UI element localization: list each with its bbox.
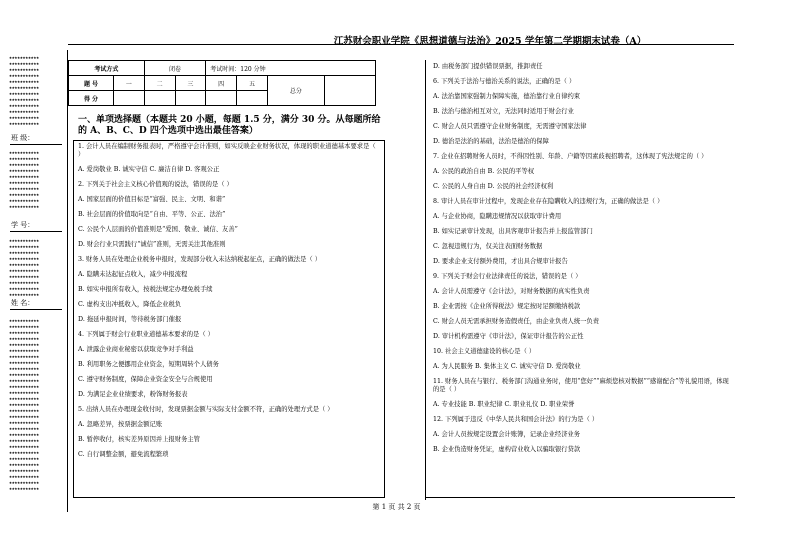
score-row-label: 得 分 bbox=[69, 91, 114, 106]
name-line[interactable] bbox=[10, 309, 62, 310]
score-cell[interactable] bbox=[175, 91, 206, 106]
option-line[interactable]: C. 虚构支出冲抵收入，降低企业税负 bbox=[78, 301, 182, 308]
option-line[interactable]: C. 忽视违规行为，仅关注表面财务数据 bbox=[433, 243, 543, 250]
left-column bbox=[78, 143, 380, 459]
question-text: 5. 出纳人员在办理现金收付时，发现票据金额与实际支付金额不符，正确的处理方式是（ ） bbox=[78, 406, 334, 413]
bottom-rule bbox=[425, 497, 735, 498]
score-cell[interactable] bbox=[206, 91, 237, 106]
question-item bbox=[433, 273, 733, 341]
right-column bbox=[433, 63, 733, 454]
question-item bbox=[433, 153, 733, 191]
score-cell[interactable] bbox=[114, 91, 145, 106]
section-heading: 一、单项选择题（本题共 20 小题，每题 1.5 分，满分 30 分。从每题所给的 A、B、C、D 四个选项中选出最佳答案） bbox=[78, 115, 381, 136]
option-line[interactable]: A. 为人民服务 B. 集体主义 C. 诚实守信 D. 爱岗敬业 bbox=[433, 363, 581, 370]
star-border-block: ★★★★★★★★★★★ ★★★★★★★★★★★ ★★★★★★★★★★★ ★★★★★★★★★★★ ★★★★★★★★★★★ ★★★★★★★★★★★ ★★★★★★★★★★★ ★★★★★★★★★★★ ★★★★★★★★★★★ ★★★★★★★★★★★ bbox=[9, 150, 39, 210]
option-line[interactable]: A. 专业技能 B. 职业纪律 C. 职业礼仪 D. 职业荣誉 bbox=[433, 401, 575, 408]
option-line[interactable]: A. 与企业协商，隐瞒违规情况以获取审计费用 bbox=[433, 213, 562, 220]
option-line[interactable]: A. 国家层面的价值目标是“富强、民主、文明、和谐” bbox=[78, 196, 226, 203]
question-text: 8. 审计人员在审计过程中，发现企业存在隐瞒收入的违规行为，正确的做法是（ ） bbox=[433, 198, 664, 205]
option-line[interactable]: B. 如实申报所有收入，按税法规定办理免税手续 bbox=[78, 286, 213, 293]
student-id-label: 学 号： bbox=[11, 221, 35, 229]
student-id-line[interactable] bbox=[10, 231, 62, 232]
option-line[interactable]: D. 为满足企业业绩要求，粉饰财务报表 bbox=[78, 391, 188, 398]
option-line[interactable]: D. 拖延申报时间，等待税务部门催报 bbox=[78, 316, 182, 323]
question-item bbox=[78, 256, 380, 324]
question-item bbox=[78, 143, 380, 174]
question-item bbox=[433, 348, 733, 371]
option-line[interactable]: A. 会计人员按规定设置会计账簿，记录企业经济业务 bbox=[433, 431, 581, 438]
question-item bbox=[78, 331, 380, 399]
question-text: 7. 企业在招聘财务人员时，不得因性别、年龄、户籍等因素歧视招聘者，这体现了宪法规定的（ ） bbox=[433, 153, 708, 160]
question-text: 3. 财务人员在处理企业税务申报时，发现部分收入未达纳税起征点，正确的做法是（ ） bbox=[78, 256, 321, 263]
question-item bbox=[78, 406, 380, 459]
option-line[interactable]: A. 公民的政治自由 B. 公民的平等权 bbox=[433, 168, 535, 175]
question-text: 10. 社会主义道德建设的核心是（ ） bbox=[433, 348, 536, 355]
option-line[interactable]: D. 由税务部门提供错误票据，推卸责任 bbox=[433, 63, 543, 70]
star-border-block: ★★★★★★★★★★★ ★★★★★★★★★★★ ★★★★★★★★★★★ ★★★★★★★★★★★ ★★★★★★★★★★★ ★★★★★★★★★★★ ★★★★★★★★★★★ ★★★★★★★★★★★ ★★★★★★★★★★★ ★★★★★★★★★★★ bbox=[9, 238, 39, 298]
col-header: 二 bbox=[144, 76, 175, 91]
question-item bbox=[78, 181, 380, 249]
col-header: 三 bbox=[175, 76, 206, 91]
option-line[interactable]: D. 要求企业支付额外费用，才出具合规审计报告 bbox=[433, 258, 568, 265]
option-line[interactable]: B. 如实记录审计发现，出具客观审计报告并上报监管部门 bbox=[433, 228, 593, 235]
class-line[interactable] bbox=[10, 144, 62, 145]
option-line[interactable]: A. 泄露企业商业秘密以获取竞争对手利益 bbox=[78, 346, 194, 353]
option-line[interactable]: C. 公民的人身自由 D. 公民的社会经济权利 bbox=[433, 183, 554, 190]
col-header: 一 bbox=[114, 76, 145, 91]
option-line[interactable]: B. 利用职务之便挪用企业资金，短期周转个人债务 bbox=[78, 361, 219, 368]
question-item bbox=[433, 416, 733, 454]
col-header: 四 bbox=[206, 76, 237, 91]
star-border-block: ★★★★★★★★★★★ ★★★★★★★★★★★ ★★★★★★★★★★★ ★★★★★★★★★★★ ★★★★★★★★★★★ ★★★★★★★★★★★ ★★★★★★★★★★★ ★★★★★★★★★★★ ★★★★★★★★★★★ ★★★★★★★★★★★ ★★★★★★★★★★★ ★★★★★★★★★★★ bbox=[9, 55, 39, 127]
option-line[interactable]: B. 社会层面的价值取向是“自由、平等、公正、法治” bbox=[78, 211, 226, 218]
name-label: 姓 名： bbox=[11, 299, 35, 307]
score-cell[interactable] bbox=[144, 91, 175, 106]
total-score-header: 总分 bbox=[267, 76, 324, 106]
option-line[interactable]: C. 自行调整金额，避免流程繁琐 bbox=[78, 451, 169, 458]
option-line[interactable]: A. 会计人员需遵守《会计法》，对财务数据的真实性负责 bbox=[433, 288, 590, 295]
option-line[interactable]: C. 公民个人层面的价值准则是“爱国、敬业、诚信、友善” bbox=[78, 226, 238, 233]
option-line[interactable]: B. 法治与德治相互对立，无法同时适用于财会行业 bbox=[433, 108, 574, 115]
question-item bbox=[433, 78, 733, 146]
option-line[interactable]: B. 暂停收付，核实差异原因并上报财务主管 bbox=[78, 436, 200, 443]
column-divider bbox=[425, 60, 426, 500]
total-score-cell[interactable] bbox=[325, 76, 376, 106]
question-text: 12. 下列属于违反《中华人民共和国会计法》的行为是（ ） bbox=[433, 416, 599, 423]
question-text: 6. 下列关于法治与德治关系的说法，正确的是（ ） bbox=[433, 78, 576, 85]
option-line[interactable]: A. 隐瞒未达起征点收入，减少申报流程 bbox=[78, 271, 188, 278]
question-text: 9. 下列关于财会行业法律责任的说法，错误的是（ ） bbox=[433, 273, 582, 280]
option-line[interactable]: C. 财会人员无需承担财务造假责任，由企业负责人统一负责 bbox=[433, 318, 600, 325]
option-line[interactable]: B. 企业需按《企业所得税法》规定按时足额缴纳税款 bbox=[433, 303, 581, 310]
option-line[interactable]: D. 财会行业只需践行“诚信”准则，无需关注其他准则 bbox=[78, 241, 226, 248]
question-item bbox=[433, 378, 733, 409]
option-line[interactable]: B. 企业伪造财务凭证，虚构营业收入以骗取银行贷款 bbox=[433, 446, 581, 453]
question-item bbox=[433, 198, 733, 266]
class-label: 班 级： bbox=[11, 134, 35, 142]
exam-mode-label: 考试方式 bbox=[69, 61, 145, 76]
star-border-block: ★★★★★★★★★★★ ★★★★★★★★★★★ ★★★★★★★★★★★ ★★★★★★★★★★★ ★★★★★★★★★★★ ★★★★★★★★★★★ ★★★★★★★★★★★ ★★★★★★★★★★★ ★★★★★★★★★★★ ★★★★★★★★★★★ ★★★★★★★★★★★ ★★★★★★★★★★★ ★★★★★★★★★★★ ★★★★★★★★★★★ ★★★★★★★★★★★ ★★★★★★★★★★★ ★★★★★★★★★★★ ★★★★★★★★★★★ ★★★★★★★★★★★ ★★★★★★★★★★★ ★★★★★★★★★★★ ★★★★★★★★★★★ ★★★★★★★★★★★ ★★★★★★★★★★★ ★★★★★★★★★★★ ★★★★★★★★★★★ ★★★★★★★★★★★ ★★★★★★★★★★★ ★★★★★★★★★★★ bbox=[9, 318, 39, 492]
option-line[interactable]: D. 德治是法治的基础，法治是德治的保障 bbox=[433, 138, 549, 145]
page-footer: 第 1 页 共 2 页 bbox=[372, 503, 421, 511]
question-text: 2. 下列关于社会主义核心价值观的说法，错误的是（ ） bbox=[78, 181, 233, 188]
question-number-header: 题 号 bbox=[69, 76, 114, 91]
option-line[interactable]: A. 爱岗敬业 B. 诚实守信 C. 廉洁自律 D. 客观公正 bbox=[78, 166, 220, 173]
question-text: 11. 财务人员在与银行、税务部门沟通业务时，使用“您好”“麻烦您核对数据”“感谢配合”等礼貌用语，体现的是（ ） bbox=[433, 378, 729, 393]
exam-time: 考试时间：120 分钟 bbox=[206, 61, 376, 76]
option-line[interactable]: C. 财会人员只需遵守企业财务制度，无需遵守国家法律 bbox=[433, 123, 587, 130]
score-table bbox=[68, 60, 376, 106]
option-line[interactable]: A. 忽略差异，按票据金额记账 bbox=[78, 421, 163, 428]
col-header: 五 bbox=[237, 76, 268, 91]
title-rule bbox=[68, 44, 734, 45]
exam-mode-value: 闭卷 bbox=[144, 61, 206, 76]
option-line[interactable]: A. 法治靠国家强制力保障实施，德治靠行业自律约束 bbox=[433, 93, 581, 100]
score-cell[interactable] bbox=[237, 91, 268, 106]
option-line[interactable]: D. 审计机构需遵守《审计法》，保证审计报告的公正性 bbox=[433, 333, 584, 340]
option-line[interactable]: C. 遵守财务制度，保障企业资金安全与合规使用 bbox=[78, 376, 213, 383]
binding-line bbox=[67, 50, 68, 512]
question-text: 4. 下列属于财会行业职业道德基本要求的是（ ） bbox=[78, 331, 214, 338]
exam-title: 江苏财会职业学院《思想道德与法治》2025 学年第二学期期末试卷（A） bbox=[333, 36, 647, 47]
question-text: 1. 会计人员在编制财务报表时，严格遵守会计准则，如实反映企业财务状况，体现的职业道德基本要求是（ ） bbox=[78, 143, 376, 158]
